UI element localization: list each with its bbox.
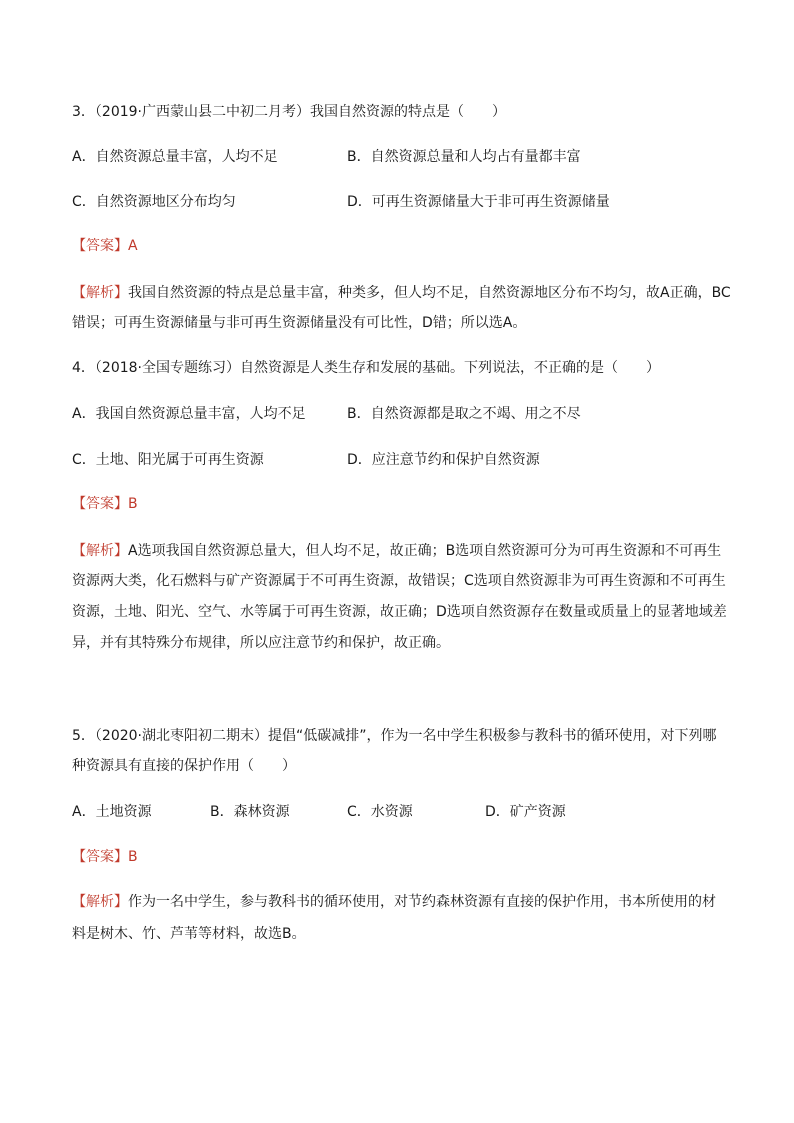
q5-analysis-line-1 bbox=[72, 892, 716, 912]
q3-option-c: C．自然资源地区分布均匀 bbox=[72, 194, 236, 210]
analysis-text: 异，并有其特殊分布规律，所以应注意节约和保护，故正确。 bbox=[72, 635, 450, 651]
q4-analysis-line-1 bbox=[72, 541, 721, 561]
answer-value: B bbox=[128, 496, 138, 512]
answer-value: B bbox=[128, 849, 138, 865]
answer-value: A bbox=[128, 238, 138, 254]
q4-analysis-line-4 bbox=[72, 633, 450, 653]
answer-label: 【答案】 bbox=[72, 238, 128, 254]
analysis-text: 料是树木、竹、芦苇等材料，故选B。 bbox=[72, 926, 306, 942]
analysis-text: 资源两大类，化石燃料与矿产资源属于不可再生资源，故错误；C选项自然资源非为可再生资源和不可再生 bbox=[72, 573, 726, 589]
q4-option-a: A．我国自然资源总量丰富，人均不足 bbox=[72, 406, 306, 422]
analysis-text: 错误；可再生资源储量与非可再生资源储量没有可比性，D错；所以选A。 bbox=[72, 315, 527, 331]
q3-analysis-line-1 bbox=[72, 283, 731, 303]
answer-label: 【答案】 bbox=[72, 849, 128, 865]
q4-option-c: C．土地、阳光属于可再生资源 bbox=[72, 452, 264, 468]
q4-option-d: D．应注意节约和保护自然资源 bbox=[347, 452, 540, 468]
analysis-text: 资源，土地、阳光、空气、水等属于可再生资源，故正确；D选项自然资源存在数量或质量上的显著地域差 bbox=[72, 604, 727, 620]
q5-option-c: C．水资源 bbox=[347, 804, 413, 820]
analysis-label: 【解析】 bbox=[72, 894, 128, 910]
q3-answer bbox=[72, 236, 138, 256]
q3-analysis-line-2 bbox=[72, 313, 526, 333]
q3-option-a: A．自然资源总量丰富，人均不足 bbox=[72, 149, 278, 165]
q4-option-b: B．自然资源都是取之不竭、用之不尽 bbox=[347, 406, 581, 422]
analysis-text: A选项我国自然资源总量大，但人均不足，故正确；B选项自然资源可分为可再生资源和不可再生 bbox=[128, 543, 722, 559]
q4-analysis-line-3 bbox=[72, 602, 727, 622]
answer-label: 【答案】 bbox=[72, 496, 128, 512]
analysis-label: 【解析】 bbox=[72, 285, 128, 301]
q5-stem-line-2: 种资源具有直接的保护作用（ ） bbox=[72, 758, 296, 774]
q5-answer bbox=[72, 847, 138, 867]
analysis-text: 作为一名中学生，参与教科书的循环使用，对节约森林资源有直接的保护作用，书本所使用的材 bbox=[128, 894, 716, 910]
q5-analysis-line-2 bbox=[72, 924, 306, 944]
q5-option-b: B．森林资源 bbox=[210, 804, 290, 820]
q5-option-d: D．矿产资源 bbox=[485, 804, 566, 820]
analysis-label: 【解析】 bbox=[72, 543, 128, 559]
q3-option-d: D．可再生资源储量大于非可再生资源储量 bbox=[347, 194, 610, 210]
q3-stem: 3．（2019·广西蒙山县二中初二月考）我国自然资源的特点是（ ） bbox=[72, 104, 506, 120]
q4-answer bbox=[72, 494, 138, 514]
q3-option-b: B．自然资源总量和人均占有量都丰富 bbox=[347, 149, 581, 165]
q5-stem-line-1: 5．（2020·湖北枣阳初二期末）提倡“低碳减排”，作为一名中学生积极参与教科书的循环使用，对下列哪 bbox=[72, 728, 717, 744]
analysis-text: 我国自然资源的特点是总量丰富，种类多，但人均不足，自然资源地区分布不均匀，故A正确，BC bbox=[128, 285, 731, 301]
q5-option-a: A．土地资源 bbox=[72, 804, 152, 820]
q4-analysis-line-2 bbox=[72, 571, 726, 591]
q4-stem: 4．（2018·全国专题练习）自然资源是人类生存和发展的基础。下列说法，不正确的是（ ） bbox=[72, 360, 660, 376]
